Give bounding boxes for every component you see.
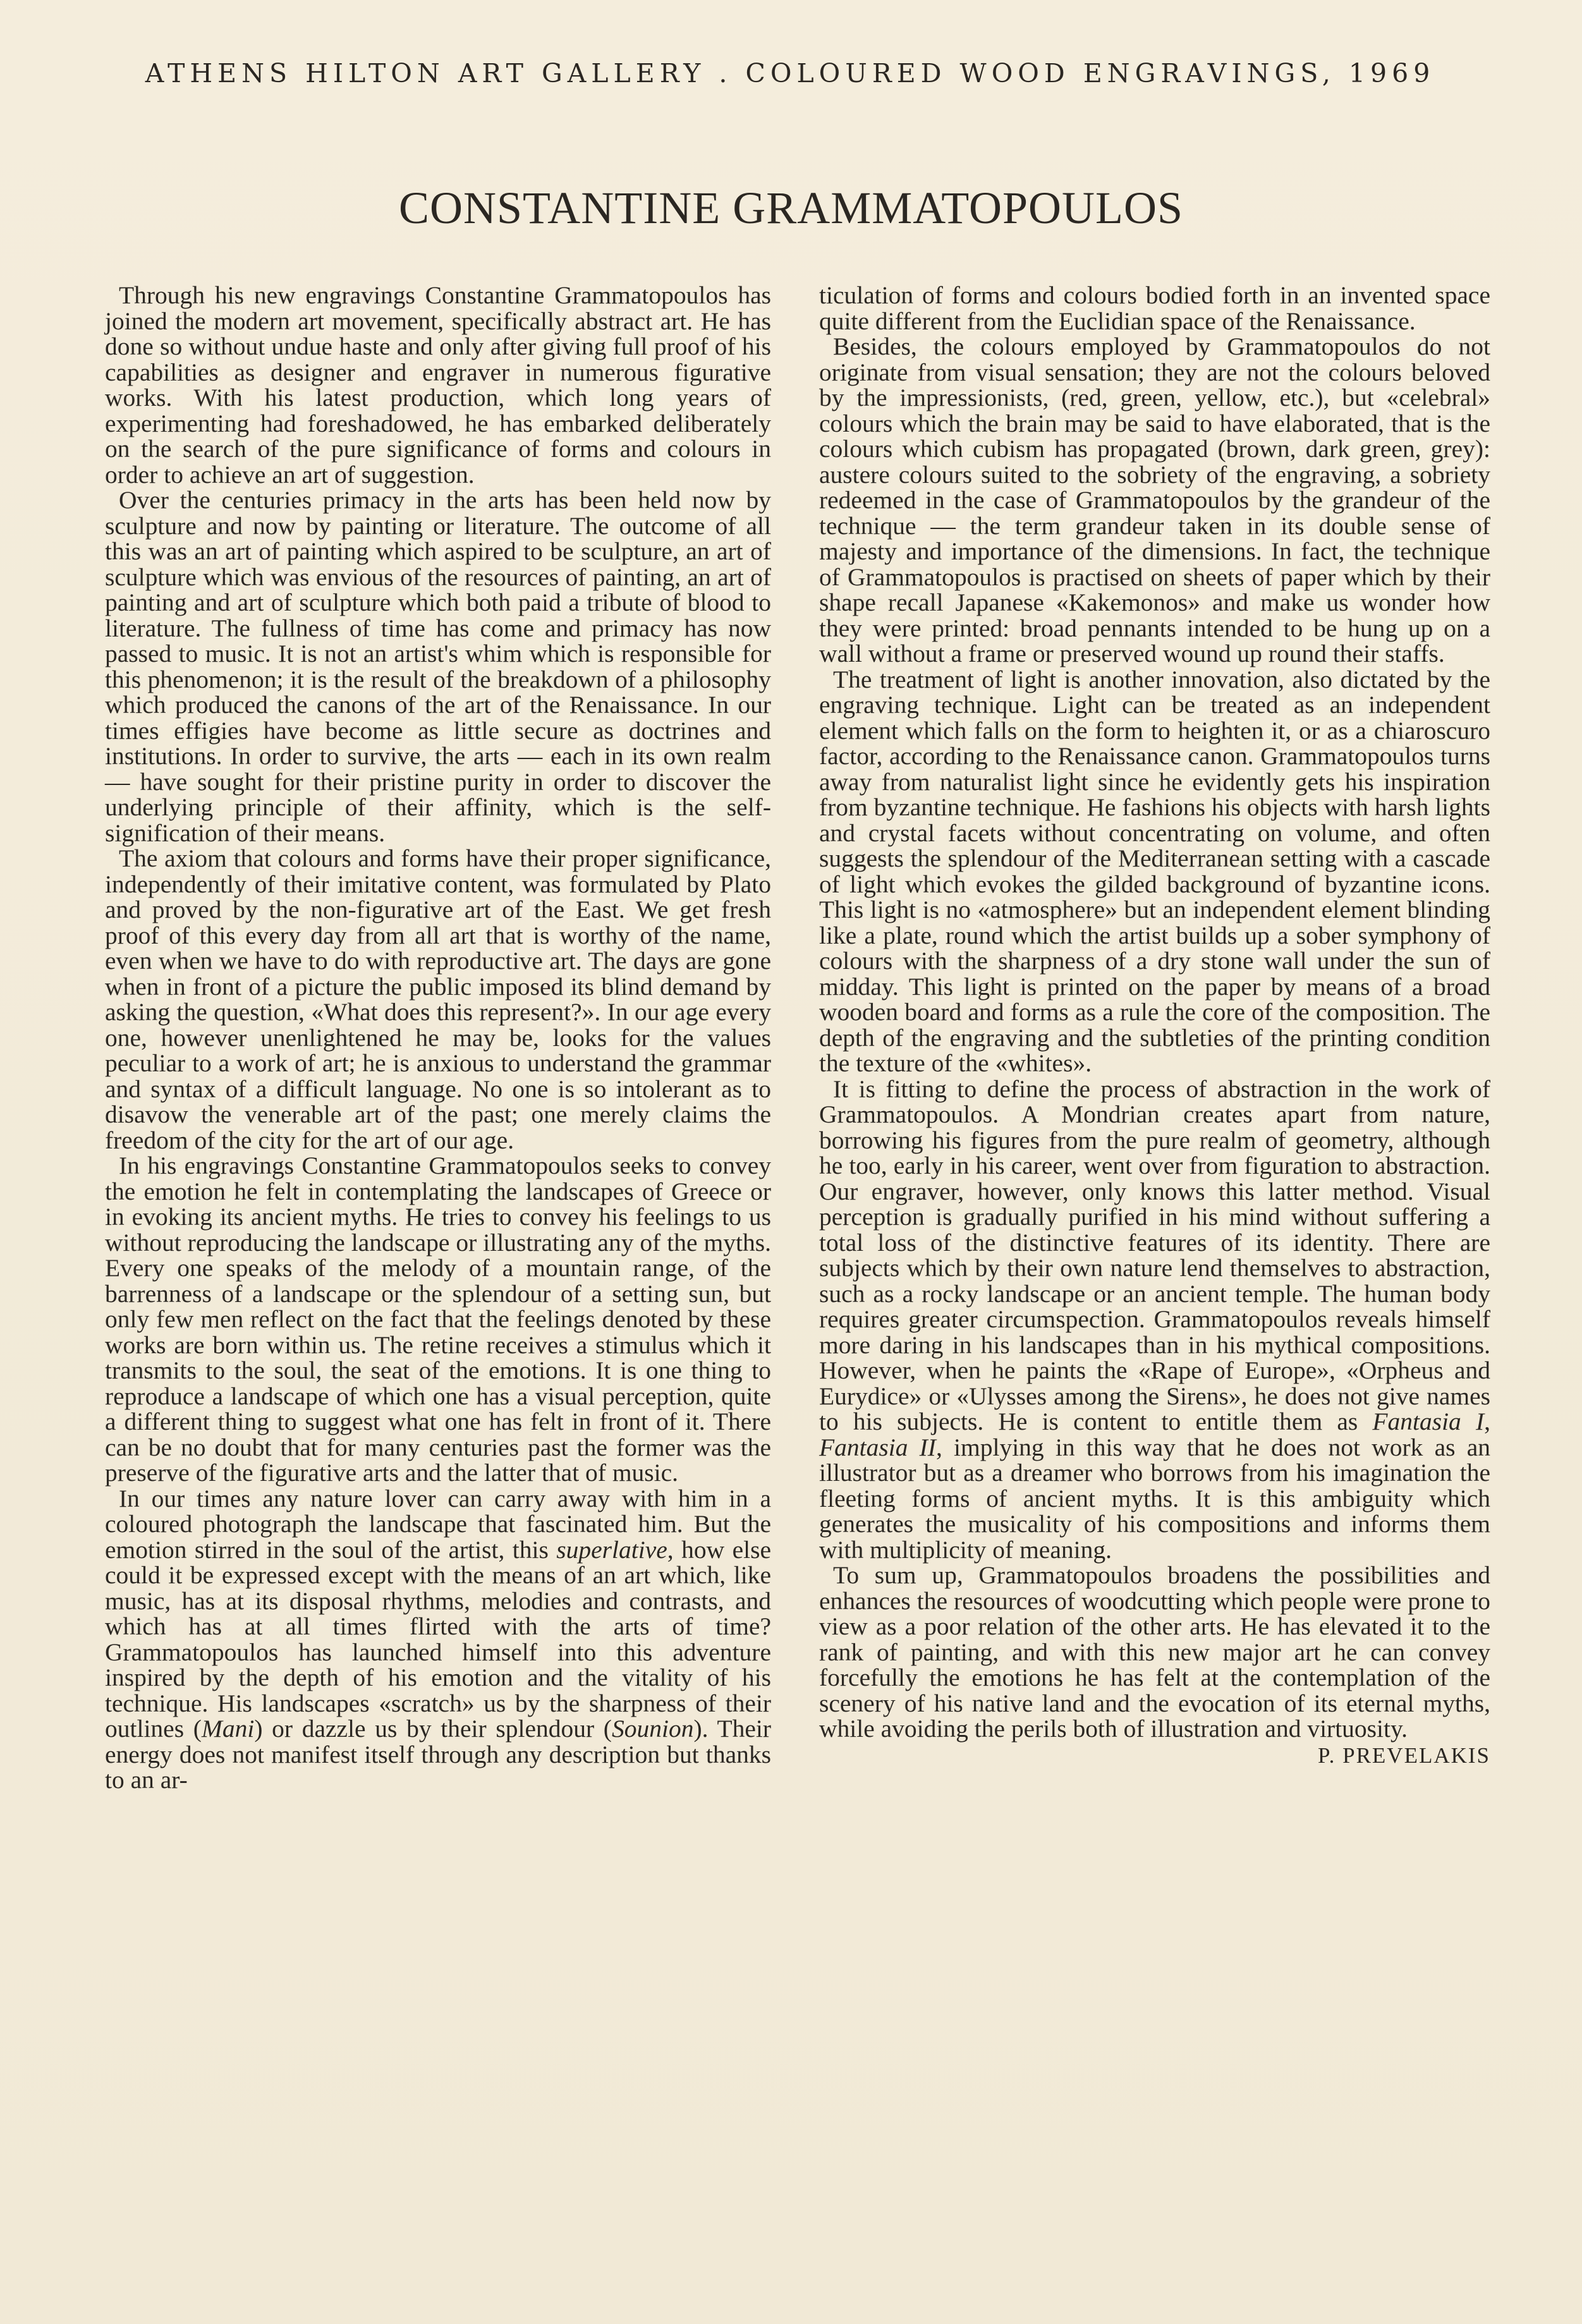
right-column xyxy=(819,283,1490,1768)
paragraph: Through his new engravings Constantine Grammatopoulos has joined the modern art movement, specifically abstract art. He has done so without undue haste and only after giving full proof of his capabilities as designer and engraver in numerous figurative works. With his latest production, which long years of experimenting had foreshadowed, he has embarked deliberately on the search of the pure significance of forms and colours in order to achieve an art of suggestion. xyxy=(105,281,771,489)
paragraph xyxy=(105,1486,771,1793)
italic-term: Sounion xyxy=(611,1715,694,1743)
text-run: , implying in this way that he does not work as an illustrator but as a dreamer who borrows from his imagination the fleeting forms of ancient myths. It is this ambiguity which generates the musicality of his compositions and informs them with multiplicity of meaning. xyxy=(819,1433,1490,1564)
paragraph-continuation: ticulation of forms and colours bodied forth in an invented space quite different from the Euclidian space of the Renaissance. xyxy=(819,281,1490,335)
text-run: It is fitting to define the process of abstraction in the work of Grammatopoulos. A Mondrian creates apart from nature, borrowing his figures from the pure realm of geometry, although he too, early in his career, went over from figuration to abstraction. Our engraver, however, only knows this latter method. Visual perception is gradually purified in his mind without suffering a total loss of the distinctive features of its identity. There are subjects which by their own nature lend themselves to abstraction, such as a rocky landscape or an ancient temple. The human body requires greater circumspection. Grammatopoulos reveals himself more daring in his landscapes than in his mythical compositions. However, when he paints the «Rape of Europe», «Orpheus and Eurydice» or «Ulysses among the Sirens», he does not give names to his subjects. He is content to entitle them as xyxy=(819,1074,1490,1435)
left-column xyxy=(105,283,771,1793)
text-run: , xyxy=(1484,1408,1490,1435)
paragraph: The axiom that colours and forms have their proper significance, independently of their imitative content, was formulated by Plato and proved by the non-figurative art of the East. We get fresh proof of this every day from all art that is worthy of the name, even when we have to do with reproductive art. The days are gone when in front of a picture the public imposed its blind demand by asking the question, «What does this represent?». In our age every one, however unenlightened he may be, looks for the values peculiar to a work of art; he is anxious to understand the grammar and syntax of a difficult language. No one is so intolerant as to disavow the venerable art of the past; one merely claims the freedom of the city for the art of our age. xyxy=(105,844,771,1154)
text-run: In our times any nature lover can carry away with him in a coloured photograph the landscape that fascinated him. But the emotion stirred in the soul of the artist, this xyxy=(105,1484,771,1564)
text-run: ) or dazzle us by their splendour ( xyxy=(254,1715,612,1743)
text-run: To sum up, Grammatopoulos broadens the possibilities and enhances the resources of woodcutting which people were prone to view as a poor relation of the other arts. He has elevated it to the rank of painting, and with this new major art he can convey forcefully the emotions he has felt at the contemplation of the scenery of his native land and the evocation of its eternal myths, while avoiding the perils both of illustration and virtuosity. xyxy=(819,1561,1490,1743)
text-run: ). Their energy does not manifest itself through any description but thanks to an ar- xyxy=(105,1715,771,1794)
italic-term: Fantasia I xyxy=(1372,1408,1485,1435)
italic-term: superlative xyxy=(556,1535,667,1564)
paragraph xyxy=(819,1076,1490,1563)
text-run: , how else could it be expressed except with the means of an art which, like music, has at its disposal rhythms, melodies and contrasts, and which has at all times flirted with the arts of time? Grammatopoulos has launched himself into this adventure inspired by the depth of his emotion and the vitality of his technique. His landscapes «scratch» us by the sharpness of their outlines ( xyxy=(105,1535,771,1743)
italic-term: Mani xyxy=(201,1715,255,1743)
running-header: ATHENS HILTON ART GALLERY . COLOURED WOOD ENGRAVINGS, 1969 xyxy=(145,58,1435,88)
paragraph: The treatment of light is another innovation, also dictated by the engraving technique. Light can be treated as an independent element which falls on the form to heighten it, or as a chiaroscuro factor, according to the Renaissance canon. Grammatopoulos turns away from naturalist light since he evidently gets his inspiration from byzantine technique. He fashions his objects with harsh lights and crystal facets without concentrating on volume, and often suggests the splendour of the Mediterranean setting with a cascade of light which evokes the gilded background of byzantine icons. This light is no «atmosphere» but an independent element blinding like a plate, round which the artist builds up a sober symphony of colours with the sharpness of a dry stone wall under the sun of midday. This light is printed on the paper by means of a broad wooden board and forms as a rule the core of the composition. The depth of the engraving and the subtleties of the printing condition the texture of the «whites». xyxy=(819,665,1490,1077)
paragraph xyxy=(819,1561,1490,1768)
paragraph: In his engravings Constantine Grammatopoulos seeks to convey the emotion he felt in contemplating the landscapes of Greece or in evoking its ancient myths. He tries to convey his feelings to us without reproducing the landscape or illustrating any of the myths. Every one speaks of the melody of a mountain range, of the barrenness of a landscape or the splendour of a setting sun, but only few men reflect on the fact that the feelings denoted by these works are born within us. The retine receives a stimulus which it transmits to the soul, the seat of the emotions. It is one thing to reproduce a landscape of which one has a visual perception, quite a different thing to suggest what one has felt in front of it. There can be no doubt that for many centuries past the former was the preserve of the figurative arts and the latter that of music. xyxy=(105,1152,771,1487)
italic-term: Fantasia II xyxy=(819,1433,936,1461)
paragraph: Over the centuries primacy in the arts has been held now by sculpture and now by painting or literature. The outcome of all this was an art of painting which aspired to be sculpture, an art of sculpture which was envious of the resources of painting, an art of painting and art of sculpture which both paid a tribute of blood to literature. The fullness of time has come and primacy has now passed to music. It is not an artist's whim which is responsible for this phenomenon; it is the result of the breakdown of a philosophy which produced the canons of the art of the Renaissance. In our times effigies have become as little secure as doctrines and institutions. In order to survive, the arts — each in its own realm — have sought for their pristine purity in order to discover the underlying principle of their affinity, which is the self-signification of their means. xyxy=(105,486,771,847)
paragraph: Besides, the colours employed by Grammatopoulos do not originate from visual sensation; they are not the colours beloved by the impressionists, (red, green, yellow, etc.), but «celebral» colours which the brain may be said to have elaborated, that is the colours which cubism has propagated (brown, dark green, grey): austere colours suited to the sobriety of the engraving, a sobriety redeemed in the case of Grammatopoulos by the grandeur of the technique — the term grandeur taken in its double sense of majesty and importance of the dimensions. In fact, the technique of Grammatopoulos is practised on sheets of paper which by their shape recall Japanese «Kakemonos» and make us wonder how they were printed: broad pennants intended to be hung up on a wall without a frame or preserved wound up round their staffs. xyxy=(819,332,1490,667)
article-title: CONSTANTINE GRAMMATOPOULOS xyxy=(399,183,1183,233)
author-signature: P. PREVELAKIS xyxy=(1318,1743,1490,1768)
